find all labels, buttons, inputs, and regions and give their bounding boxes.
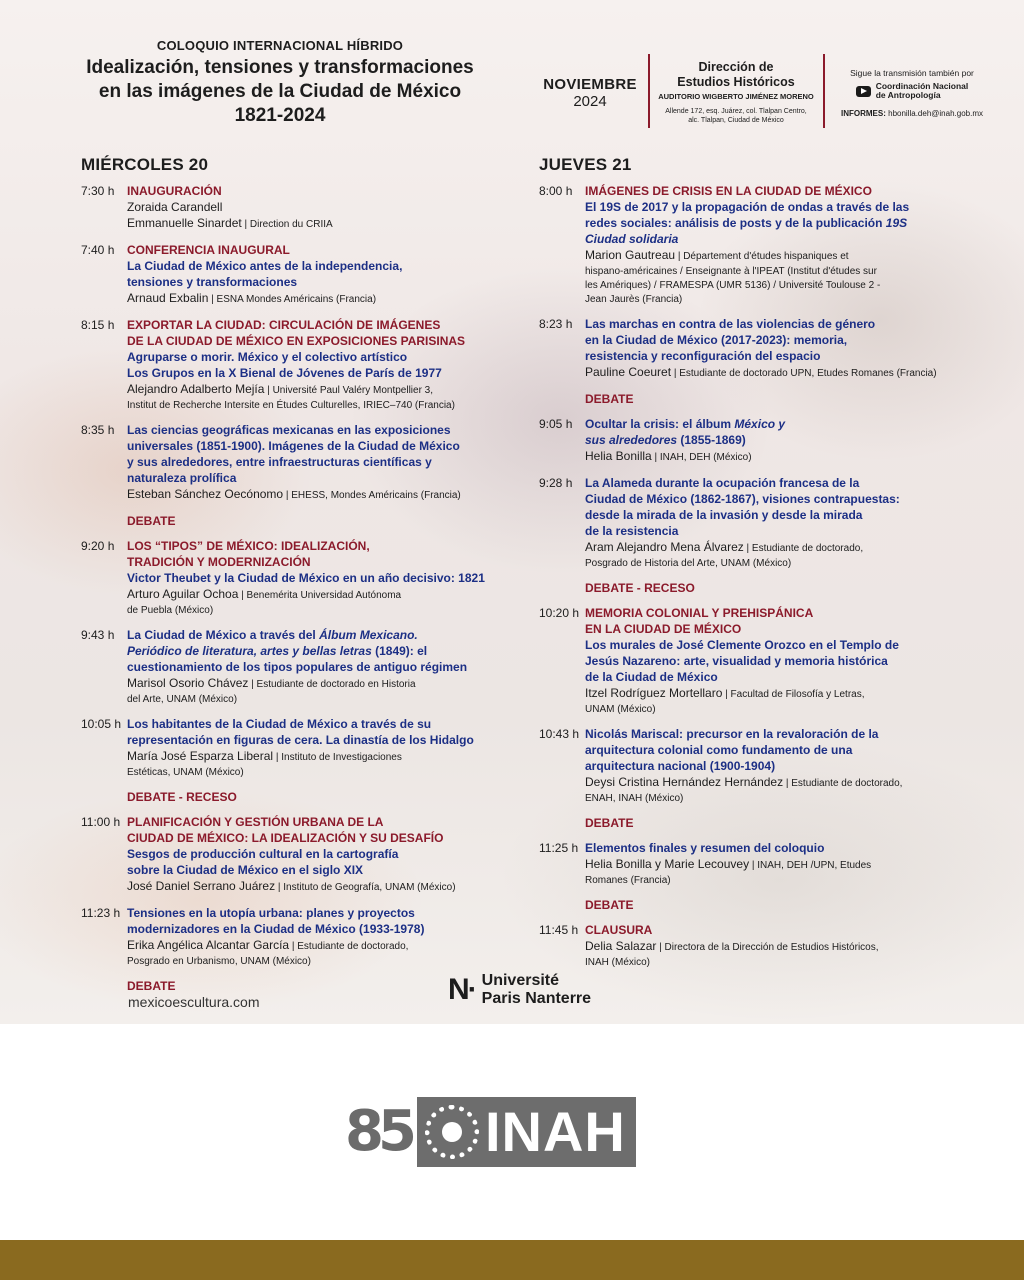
speaker-affiliation: | Estudiante de doctorado, <box>743 543 864 554</box>
session-body <box>127 422 521 504</box>
event-header <box>60 38 500 128</box>
speaker-affiliation: Institut de Recherche Intersite en Études Culturelles, IRIEC–740 (Francia) <box>127 400 455 411</box>
speaker-affiliation: | INAH, DEH (México) <box>651 452 752 463</box>
session-time: 8:35 h <box>81 423 115 437</box>
section-title: MEMORIA COLONIAL Y PREHISPÁNICA <box>585 606 814 620</box>
talk-title <box>127 627 521 643</box>
speaker-line <box>127 878 521 896</box>
inah-wordmark: INAH <box>484 1100 626 1163</box>
session-body <box>127 627 521 707</box>
schedule-item <box>539 605 989 717</box>
talk-title: modernizadores en la Ciudad de México (1933-1978) <box>127 922 425 936</box>
session-time: 8:15 h <box>81 318 115 332</box>
informes <box>832 109 992 118</box>
section-title: CLAUSURA <box>585 923 653 937</box>
venue-line: Dirección de <box>698 60 774 74</box>
day-column-thursday <box>539 155 989 979</box>
session-time: 8:23 h <box>539 317 573 331</box>
talk-title: Victor Theubet y la Ciudad de México en un año decisivo: 1821 <box>127 571 485 585</box>
stream-info <box>832 68 992 118</box>
session-time: 11:00 h <box>81 815 121 829</box>
speaker-name: Arturo Aguilar Ochoa <box>127 587 239 601</box>
speaker-line <box>585 539 989 557</box>
schedule-item <box>81 317 521 413</box>
speaker-affiliation: | Instituto de Investigaciones <box>273 752 402 763</box>
speaker-affiliation: Jean Jaurès (Francia) <box>585 294 683 305</box>
session-body <box>585 316 989 382</box>
session-time: 10:20 h <box>539 606 580 620</box>
talk-title-part: Ocultar la crisis: el álbum <box>585 417 735 431</box>
title-line: 1821-2024 <box>234 105 326 126</box>
talk-title: El 19S de 2017 y la propagación de ondas a través de las <box>585 200 910 214</box>
speaker-affiliation: | ESNA Mondes Américains (Francia) <box>208 294 377 305</box>
schedule-item <box>81 422 521 504</box>
speaker-name: Marisol Osorio Chávez <box>127 676 249 690</box>
talk-title: de la resistencia <box>585 524 679 538</box>
session-body <box>127 242 521 308</box>
talk-title: Ciudad solidaria <box>585 232 679 246</box>
section-title: INAUGURACIÓN <box>127 184 222 198</box>
day-heading: MIÉRCOLES 20 <box>81 155 209 174</box>
talk-title <box>127 643 521 659</box>
speaker-affiliation: | INAH, DEH /UPN, Etudes <box>749 860 872 871</box>
schedule-item <box>539 726 989 806</box>
inah-box <box>417 1097 636 1167</box>
speaker-name: Alejandro Adalberto Mejía <box>127 382 265 396</box>
session-body <box>585 416 989 466</box>
speaker-name: Helia Bonilla <box>585 449 652 463</box>
talk-title-part: (1849): el <box>371 644 428 658</box>
session-body <box>585 726 989 806</box>
talk-title: Tensiones en la utopía urbana: planes y proyectos <box>127 906 415 920</box>
schedule-item <box>539 922 989 970</box>
talk-title: Ciudad de México (1862-1867), visiones contrapuestas: <box>585 492 900 506</box>
debate-label: DEBATE <box>127 979 176 993</box>
talk-title: arquitectura nacional (1900-1904) <box>585 759 776 773</box>
session-body <box>127 183 521 233</box>
speaker-affiliation: Posgrado en Urbanismo, UNAM (México) <box>127 956 311 967</box>
session-time: 11:23 h <box>81 906 121 920</box>
event-date <box>540 76 640 110</box>
talk-title: Los habitantes de la Ciudad de México a través de su <box>127 717 432 731</box>
section-title: LOS “TIPOS” DE MÉXICO: IDEALIZACIÓN, <box>127 539 370 553</box>
speaker-name: Marion Gautreau <box>585 248 676 262</box>
section-title: EXPORTAR LA CIUDAD: CIRCULACIÓN DE IMÁGENES <box>127 318 441 332</box>
bottom-bar <box>0 1240 1024 1280</box>
speaker-affiliation: de Puebla (México) <box>127 605 214 616</box>
talk-title-part: Periódico de literatura, artes y bellas letras <box>127 644 372 658</box>
talk-title: desde la mirada de la invasión y desde la mirada <box>585 508 863 522</box>
coloquio-label: COLOQUIO INTERNACIONAL HÍBRIDO <box>156 38 404 53</box>
speaker-name: Delia Salazar <box>585 939 657 953</box>
schedule-item <box>539 316 989 382</box>
talk-title: naturaleza prolífica <box>127 471 237 485</box>
speaker-name: Zoraida Carandell <box>127 200 223 214</box>
section-title: PLANIFICACIÓN Y GESTIÓN URBANA DE LA <box>127 815 384 829</box>
speaker-name: Deysi Cristina Hernández Hernández <box>585 775 784 789</box>
talk-title: Las marchas en contra de las violencias de género <box>585 317 876 331</box>
speaker-affiliation: | Département d'études hispaniques et <box>675 251 849 262</box>
speaker-line <box>585 364 989 382</box>
debate-label: DEBATE <box>585 816 634 830</box>
session-body <box>127 905 521 969</box>
session-body <box>127 716 521 780</box>
talk-title: resistencia y reconfiguración del espacio <box>585 349 821 363</box>
divider <box>823 54 825 128</box>
speaker-affiliation: | Estudiante de doctorado en Historia <box>248 679 416 690</box>
sun-glyph-icon <box>425 1105 479 1159</box>
speaker-affiliation: Posgrado de Historia del Arte, UNAM (México) <box>585 558 792 569</box>
section-title: IMÁGENES DE CRISIS EN LA CIUDAD DE MÉXICO <box>585 184 872 198</box>
address-line: alc. Tlalpan, Ciudad de México <box>688 117 784 124</box>
schedule-item <box>81 627 521 707</box>
speaker-line <box>127 215 521 233</box>
speaker-line <box>585 685 989 703</box>
speaker-line <box>585 448 989 466</box>
speaker-line <box>127 381 521 399</box>
speaker-affiliation: Romanes (Francia) <box>585 875 671 886</box>
talk-title-part: 19S <box>885 216 908 230</box>
speaker-affiliation: | Université Paul Valéry Montpellier 3, <box>264 385 434 396</box>
schedule-item <box>81 905 521 969</box>
speaker-affiliation: | EHESS, Mondes Américains (Francia) <box>283 490 461 501</box>
speaker-line <box>127 675 521 693</box>
day-column-wednesday <box>81 155 521 1006</box>
day-heading: JUEVES 21 <box>539 155 632 174</box>
talk-title: Nicolás Mariscal: precursor en la revaloración de la <box>585 727 879 741</box>
talk-title: representación en figuras de cera. La dinastía de los Hidalgo <box>127 733 474 747</box>
title-line: Idealización, tensiones y transformaciones <box>86 57 474 78</box>
session-time: 11:25 h <box>539 841 579 855</box>
speaker-affiliation: | Benemérita Universidad Autónoma <box>238 590 402 601</box>
nanterre-name <box>482 972 591 1008</box>
session-time: 11:45 h <box>539 923 579 937</box>
channel-line: de Antropología <box>875 90 941 100</box>
talk-title-part: Álbum Mexicano. <box>319 628 418 642</box>
inah-logo <box>345 1096 636 1168</box>
venue-line: Estudios Históricos <box>677 75 795 89</box>
session-time: 7:30 h <box>81 184 115 198</box>
schedule-item <box>81 814 521 896</box>
session-body <box>585 605 989 717</box>
speaker-name: Emmanuelle Sinardet <box>127 216 242 230</box>
speaker-line <box>585 938 989 956</box>
stream-label: Sigue la transmisión también por <box>850 68 974 78</box>
nanterre-line: Paris Nanterre <box>481 990 592 1007</box>
stream-channel-name <box>876 82 969 100</box>
section-title: DE LA CIUDAD DE MÉXICO EN EXPOSICIONES PARISINAS <box>127 334 466 348</box>
session-body <box>585 475 989 571</box>
talk-title: en la Ciudad de México (2017-2023): memoria, <box>585 333 848 347</box>
event-month: NOVIEMBRE <box>543 76 637 93</box>
website-link[interactable]: mexicoescultura.com <box>128 994 260 1010</box>
debate-label: DEBATE - RECESO <box>127 790 237 804</box>
talk-title-part: sus alrededores <box>585 433 678 447</box>
event-year: 2024 <box>573 93 607 110</box>
schedule-item <box>81 242 521 308</box>
session-body <box>127 814 521 896</box>
speaker-affiliation: | Direction du CRIIA <box>241 219 333 230</box>
speaker-name: José Daniel Serrano Juárez <box>127 879 276 893</box>
speaker-affiliation: | Estudiante de doctorado, <box>289 941 409 952</box>
debate-label: DEBATE <box>585 392 634 406</box>
address-line: Allende 172, esq. Juárez, col. Tlalpan Centro, <box>665 108 807 115</box>
speaker-line <box>585 247 989 265</box>
nanterre-mark-icon: N· <box>448 973 476 1006</box>
speaker-affiliation: hispano-américaines / Enseignante à l'IPEAT (Institut d'études sur <box>585 266 877 277</box>
informes-label: INFORMES: <box>841 109 886 118</box>
speaker-line <box>127 586 521 604</box>
session-time: 8:00 h <box>539 184 573 198</box>
talk-title-part: México y <box>734 417 786 431</box>
speaker-line <box>585 774 989 792</box>
speaker-name: Arnaud Exbalin <box>127 291 209 305</box>
speaker-name: Helia Bonilla y Marie Lecouvey <box>585 857 750 871</box>
speaker-line <box>127 748 521 766</box>
youtube-icon <box>856 86 871 97</box>
talk-title <box>585 215 989 231</box>
speaker-affiliation: del Arte, UNAM (México) <box>127 694 238 705</box>
session-time: 10:05 h <box>81 717 122 731</box>
inah-anniversary-number: 85 <box>345 1099 411 1164</box>
talk-title-part: La Ciudad de México a través del <box>127 628 320 642</box>
nanterre-logo <box>448 972 591 1008</box>
speaker-name: Itzel Rodríguez Mortellaro <box>585 686 723 700</box>
schedule-item <box>81 538 521 618</box>
session-body <box>127 317 521 413</box>
debate-label: DEBATE - RECESO <box>585 581 695 595</box>
speaker-name: Pauline Coeuret <box>585 365 672 379</box>
talk-title: de la Ciudad de México <box>585 670 718 684</box>
title-line: en las imágenes de la Ciudad de México <box>98 81 462 102</box>
speaker-line <box>127 290 521 308</box>
speaker-line <box>127 486 521 504</box>
talk-title: Jesús Nazareno: arte, visualidad y memoria histórica <box>585 654 888 668</box>
talk-title: Sesgos de producción cultural en la cartografía <box>127 847 399 861</box>
talk-title: y sus alrededores, entre infraestructuras científicas y <box>127 455 432 469</box>
section-title: EN LA CIUDAD DE MÉXICO <box>585 622 742 636</box>
talk-title: universales (1851-1900). Imágenes de la Ciudad de México <box>127 439 460 453</box>
speaker-affiliation: | Directora de la Dirección de Estudios Históricos, <box>656 942 879 953</box>
talk-title <box>585 432 989 448</box>
talk-title: La Alameda durante la ocupación francesa de la <box>585 476 860 490</box>
debate-label: DEBATE <box>127 514 176 528</box>
channel-line: Coordinación Nacional <box>875 81 969 91</box>
section-title: CONFERENCIA INAUGURAL <box>127 243 290 257</box>
session-time: 7:40 h <box>81 243 115 257</box>
talk-title: Los murales de José Clemente Orozco en el Templo de <box>585 638 899 652</box>
session-time: 9:43 h <box>81 628 115 642</box>
schedule-item <box>539 183 989 307</box>
speaker-affiliation: | Instituto de Geografía, UNAM (México) <box>275 882 456 893</box>
schedule-item <box>81 716 521 780</box>
talk-title: Agruparse o morir. México y el colectivo artístico <box>127 350 408 364</box>
speaker-line <box>585 856 989 874</box>
schedule-item <box>81 183 521 233</box>
talk-title: sobre la Ciudad de México en el siglo XIX <box>127 863 364 877</box>
talk-title: La Ciudad de México antes de la independencia, <box>127 259 403 273</box>
venue-name <box>656 60 816 90</box>
speaker-affiliation: | Facultad de Filosofía y Letras, <box>722 689 865 700</box>
talk-title: Las ciencias geográficas mexicanas en las exposiciones <box>127 423 451 437</box>
event-title <box>60 56 500 128</box>
speaker-affiliation: les Amériques) / FRAMESPA (UMR 5136) / Université Toulouse 2 - <box>585 280 881 291</box>
speaker-name: Aram Alejandro Mena Álvarez <box>585 540 744 554</box>
session-time: 9:20 h <box>81 539 115 553</box>
speaker-line <box>127 937 521 955</box>
talk-title: Elementos finales y resumen del coloquio <box>585 841 825 855</box>
session-body <box>585 840 989 888</box>
talk-title-part: redes sociales: análisis de posts y de la publicación <box>585 216 886 230</box>
section-title: CIUDAD DE MÉXICO: LA IDEALIZACIÓN Y SU DESAFÍO <box>127 831 444 845</box>
session-time: 9:05 h <box>539 417 573 431</box>
speaker-name: Erika Angélica Alcantar García <box>127 938 290 952</box>
nanterre-line: Université <box>481 972 560 989</box>
speaker-affiliation: | Estudiante de doctorado, <box>783 778 903 789</box>
talk-title: tensiones y transformaciones <box>127 275 298 289</box>
speaker-affiliation: Estéticas, UNAM (México) <box>127 767 244 778</box>
venue-address <box>656 107 816 125</box>
schedule-item <box>539 475 989 571</box>
section-title: TRADICIÓN Y MODERNIZACIÓN <box>127 555 311 569</box>
informes-email[interactable]: hbonilla.deh@inah.gob.mx <box>888 109 983 118</box>
session-body <box>585 183 989 307</box>
speaker-affiliation: ENAH, INAH (México) <box>585 793 684 804</box>
speaker-name: María José Esparza Liberal <box>127 749 274 763</box>
talk-title <box>585 416 989 432</box>
speaker-affiliation: | Estudiante de doctorado UPN, Etudes Romanes (Francia) <box>671 368 937 379</box>
session-time: 10:43 h <box>539 727 580 741</box>
divider <box>648 54 650 128</box>
venue-info <box>656 60 816 125</box>
stream-channel[interactable] <box>832 82 992 100</box>
talk-title: Los Grupos en la X Bienal de Jóvenes de París de 1977 <box>127 366 442 380</box>
debate-label: DEBATE <box>585 898 634 912</box>
talk-title: arquitectura colonial como fundamento de una <box>585 743 853 757</box>
speaker-name: Esteban Sánchez Oecónomo <box>127 487 284 501</box>
speaker-affiliation: UNAM (México) <box>585 704 656 715</box>
venue-auditorium: AUDITORIO WIGBERTO JIMÉNEZ MORENO <box>658 92 814 101</box>
talk-title-part: (1855-1869) <box>677 433 746 447</box>
schedule-item <box>539 840 989 888</box>
session-time: 9:28 h <box>539 476 573 490</box>
talk-title: cuestionamiento de los tipos populares de antiguo régimen <box>127 660 468 674</box>
speaker-affiliation: INAH (México) <box>585 957 651 968</box>
session-body <box>585 922 989 970</box>
session-body <box>127 538 521 618</box>
schedule-item <box>539 416 989 466</box>
